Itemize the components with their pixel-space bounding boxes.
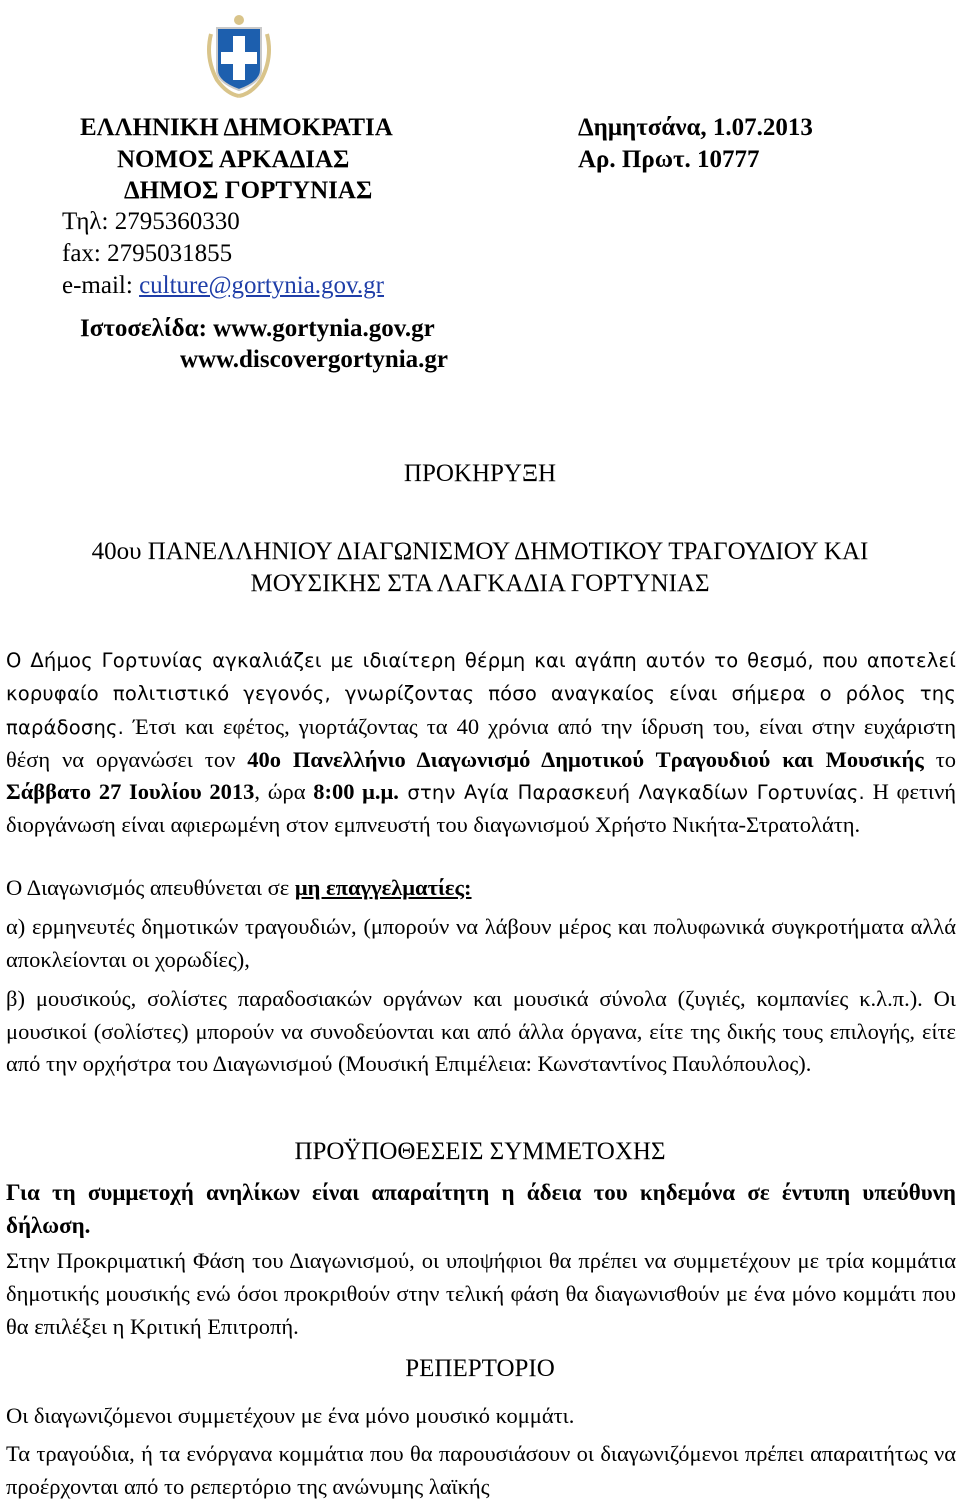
intro-text-3: , ώρα (254, 779, 314, 805)
minors-note: Για τη συμμετοχή ανηλίκων είναι απαραίτητη η άδεια του κηδεμόνα σε έντυπη υπεύθυνη δήλωση. (6, 1180, 956, 1238)
header-protocol: Αρ. Πρωτ. 10777 (578, 146, 760, 173)
subtitle-line-2: ΜΟΥΣΙΚΗΣ ΣΤΑ ΛΑΓΚΑΔΙΑ ΓΟΡΤΥΝΙΑΣ (250, 570, 710, 597)
section-repertoire: ΡΕΠΕΡΤΟΡΙΟ (405, 1355, 555, 1382)
header-website: Ιστοσελίδα: www.gortynia.gov.gr (80, 315, 435, 342)
header-website-2: www.discovergortynia.gr (180, 346, 449, 373)
addressed-bold: μη επαγγελματίες: (294, 875, 472, 900)
header-country: ΕΛΛΗΝΙΚΗ ΔΗΜΟΚΡΑΤΙΑ (80, 114, 393, 141)
intro-time: 8:00 μ.μ. (313, 779, 399, 805)
addressed-text: Ο Διαγωνισμός απευθύνεται σε (6, 875, 295, 900)
addressed-paragraph (6, 872, 956, 905)
intro-date: Σάββατο 27 Ιουλίου 2013 (6, 779, 255, 805)
intro-paragraph (6, 644, 956, 842)
email-link[interactable]: culture@gortynia.gov.gr (139, 272, 385, 299)
subtitle-line-1: 40ου ΠΑΝΕΛΛΗΝΙΟΥ ΔΙΑΓΩΝΙΣΜΟΥ ΔΗΜΟΤΙΚΟΥ ΤΡΑΓΟΥΔΙΟΥ ΚΑΙ (91, 538, 869, 565)
greek-emblem-icon (205, 8, 273, 100)
page-title: ΠΡΟΚΗΡΥΞΗ (403, 460, 557, 487)
item-a: α) ερμηνευτές δημοτικών τραγουδιών, (μπορούν να λάβουν μέρος και πολυφωνικά συγκροτήματα αλλά αποκλείονται οι χορωδίες), (6, 914, 956, 972)
section-participation: ΠΡΟΫΠΟΘΕΣΕΙΣ ΣΥΜΜΕΤΟΧΗΣ (294, 1138, 666, 1165)
intro-location: στην Αγία Παρασκευή Λαγκαδίων Γορτυνίας. (398, 781, 865, 805)
intro-contest-name: 40ο Πανελλήνιο Διαγωνισμό Δημοτικού Τραγουδιού και Μουσικής (247, 746, 924, 772)
item-b: β) μουσικούς, σολίστες παραδοσιακών οργάνων και μουσικά σύνολα (ζυγιές, κομπανίες κ.λ.π.). Οι μουσικοί (σολίστες) μπορούν να συνοδεύονται και από άλλα όργανα, είτε της δικής τους επιλογής, είτε από την ορχήστρα του Διαγωνισμού (Μουσική Επιμέλεια: Κωνσταντίνος Παυλόπουλος). (6, 986, 956, 1076)
email-label: e-mail: (62, 272, 140, 299)
header-email (62, 270, 384, 302)
intro-text-2: το (923, 746, 956, 772)
intro-sans-text: Ο Δήμος Γορτυνίας αγκαλιάζει με ιδιαίτερη θέρμη και αγάπη αυτόν το θεσμό, που αποτελεί κορυφαίο πολιτιστικό γεγονός, γνωρίζοντας πόσο αναγκαίος είναι σήμερα ο ρόλος της παράδοσης. (6, 649, 956, 739)
repertoire-2: Τα τραγούδια, ή τα ενόργανα κομμάτια που θα παρουσιάσουν οι διαγωνιζόμενοι πρέπει απαραιτήτως να προέρχονται από το ρεπερτόριο της ανώνυμης λαϊκής (6, 1441, 956, 1499)
intro-text-1: Έτσι και εφέτος, γιορτάζοντας τα 40 χρόνια από την ίδρυση του, είναι στην ευχάριστη θέση να οργανώσει τον (6, 713, 956, 772)
header-prefecture: ΝΟΜΟΣ ΑΡΚΑΔΙΑΣ (117, 146, 350, 173)
header-phone: Τηλ: 2795360330 (62, 208, 240, 235)
preliminary-paragraph: Στην Προκριματική Φάση του Διαγωνισμού, οι υποψήφιοι θα πρέπει να συμμετέχουν με τρία κομμάτια δημοτικής μουσικής ενώ όσοι προκριθούν στην τελική φάση θα διαγωνισθούν με ένα μόνο κομμάτι που θα επιλέξει η Κριτική Επιτροπή. (6, 1248, 956, 1339)
repertoire-1: Οι διαγωνιζόμενοι συμμετέχουν με ένα μόνο μουσικό κομμάτι. (6, 1403, 575, 1428)
header-place-date: Δημητσάνα, 1.07.2013 (578, 114, 813, 141)
header-municipality: ΔΗΜΟΣ ΓΟΡΤΥΝΙΑΣ (124, 177, 373, 204)
intro-text-4: Η φετινή διοργάνωση είναι αφιερωμένη στον εμπνευστή του διαγωνισμού Χρήστο Νικήτα-Στρατολάτη. (6, 779, 957, 838)
header-fax: fax: 2795031855 (62, 240, 233, 267)
